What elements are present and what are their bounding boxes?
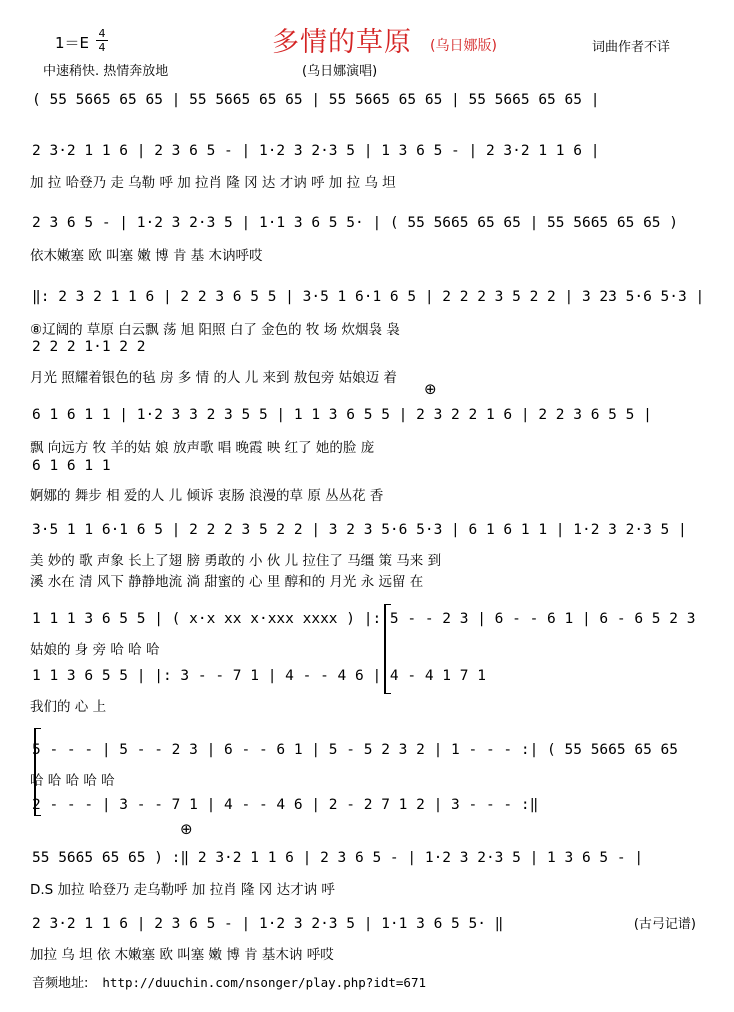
- notation-line: 2 3·2 1 1 6 | 2 3 6 5 - | 1·2 3 2·3 5 | 1 3 6 5 - | 2 3·2 1 1 6 |: [32, 143, 600, 159]
- notation-line: 2 2 2 1·1 2 2: [32, 339, 146, 355]
- lyric-line: 婀娜的 舞步 相 爱的人 儿 倾诉 衷肠 浪漫的草 原 丛丛花 香: [30, 488, 384, 504]
- coda-icon: ⊕: [180, 820, 193, 838]
- notation-line: 1 1 1 3 6 5 5 | ( x·x xx x·xxx xxxx ) |: 5 - - 2 3 | 6 - - 6 1 | 6 - 6 5 2 3: [32, 611, 696, 627]
- lyric-line: 飘 向远方 牧 羊的姑 娘 放声歌 唱 晚霞 映 红了 她的脸 庞: [30, 440, 375, 456]
- credit: 词曲作者不详: [592, 40, 671, 55]
- song-title: 多情的草原: [272, 27, 412, 58]
- notation-line: 1 1 3 6 5 5 | |: 3 - - 7 1 | 4 - - 4 6 | 4 - 4 1 7 1: [32, 668, 486, 684]
- song-version: (乌日娜版): [430, 38, 497, 54]
- audio-url[interactable]: http://duuchin.com/nsonger/play.php?idt=671: [102, 975, 426, 990]
- lyric-line: 姑娘的 身 旁 哈 哈 哈: [30, 642, 160, 658]
- lyric-line: D.S 加拉 哈登乃 走乌勒呼 加 拉肖 隆 冈 达才讷 呼: [30, 882, 335, 898]
- coda-icon: ⊕: [424, 380, 437, 398]
- notation-line: 6 1 6 1 1 | 1·2 3 3 2 3 5 5 | 1 1 3 6 5 5 | 2 3 2 2 1 6 | 2 2 3 6 5 5 |: [32, 407, 652, 423]
- lyric-line: 美 妙的 歌 声象 长上了翅 膀 勇敢的 小 伙 儿 拉住了 马缰 策 马来 到: [30, 553, 442, 569]
- tempo-marking: 中速稍快. 热情奔放地: [43, 64, 169, 79]
- singer: (乌日娜演唱): [302, 64, 378, 79]
- lyric-line: 哈 哈 哈 哈 哈: [30, 773, 115, 789]
- lyric-line: ⑧辽阔的 草原 白云飘 荡 旭 阳照 白了 金色的 牧 场 炊烟袅 袅: [30, 322, 400, 338]
- notation-line: 3·5 1 1 6·1 6 5 | 2 2 2 3 5 2 2 | 3 2 3 5·6 5·3 | 6 1 6 1 1 | 1·2 3 2·3 5 |: [32, 522, 687, 538]
- lyric-line: 依木嫩塞 欧 叫塞 嫩 博 肯 基 木讷呼哎: [30, 248, 263, 264]
- notation-line: ‖: 2 3 2 1 1 6 | 2 2 3 6 5 5 | 3·5 1 6·1 6 5 | 2 2 2 3 5 2 2 | 3 23 5·6 5·3 |: [32, 289, 705, 305]
- lyric-line: 溪 水在 清 风下 静静地流 淌 甜蜜的 心 里 醇和的 月光 永 远留 在: [30, 574, 424, 590]
- lyric-line: 我们的 心 上: [30, 699, 107, 715]
- meter-bottom: 4: [98, 41, 106, 54]
- notation-line: 2 3 6 5 - | 1·2 3 2·3 5 | 1·1 3 6 5 5· | ( 55 5665 65 65 | 55 5665 65 65 ): [32, 215, 679, 231]
- meter-top: 4: [98, 27, 106, 40]
- notation-line: ( 55 5665 65 65 | 55 5665 65 65 | 55 5665 65 65 | 55 5665 65 65 |: [32, 92, 600, 108]
- notation-line: 55 5665 65 65 ) :‖ 2 3·2 1 1 6 | 2 3 6 5 - | 1·2 3 2·3 5 | 1 3 6 5 - |: [32, 850, 644, 866]
- voice-brace: [34, 728, 41, 816]
- audio-address: [32, 972, 426, 991]
- notation-line: 2 - - - | 3 - - 7 1 | 4 - - 4 6 | 2 - 2 7 1 2 | 3 - - - :‖: [32, 797, 539, 813]
- lyric-line: 月光 照耀着银色的毡 房 多 情 的人 儿 来到 敖包旁 姑娘迈 着: [30, 370, 397, 386]
- notation-line: 5 - - - | 5 - - 2 3 | 6 - - 6 1 | 5 - 5 2 3 2 | 1 - - - :| ( 55 5665 65 65: [32, 742, 679, 758]
- transcriber-note: (古弓记谱): [633, 917, 696, 932]
- voice-brace: [384, 604, 391, 694]
- notation-line: 6 1 6 1 1: [32, 458, 111, 474]
- time-signature: [96, 28, 108, 53]
- audio-label: 音频地址:: [32, 976, 89, 991]
- notation-line: 2 3·2 1 1 6 | 2 3 6 5 - | 1·2 3 2·3 5 | 1·1 3 6 5 5· ‖: [32, 916, 504, 932]
- lyric-line: 加 拉 哈登乃 走 乌勒 呼 加 拉肖 隆 冈 达 才讷 呼 加 拉 乌 坦: [30, 175, 396, 191]
- key-signature: 1＝E: [55, 34, 90, 52]
- lyric-line: 加拉 乌 坦 依 木嫩塞 欧 叫塞 嫩 博 肯 基木讷 呼哎: [30, 947, 334, 963]
